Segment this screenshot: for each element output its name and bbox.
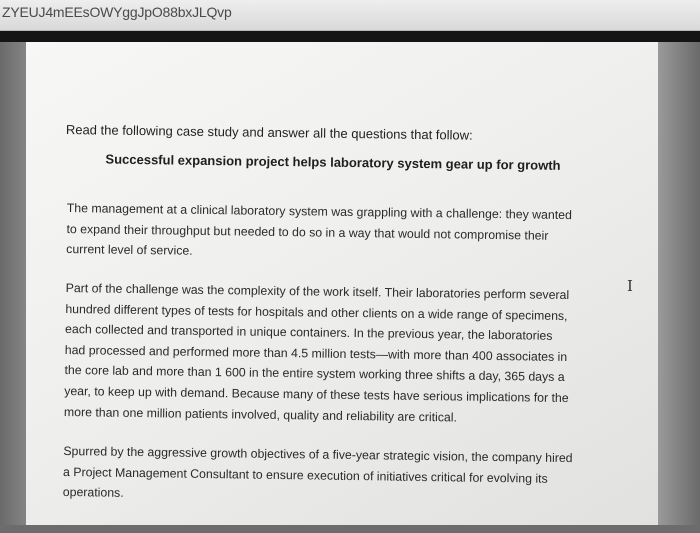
text-cursor-icon: I [627,277,633,295]
document-content [20,41,659,533]
paragraph-line: a Project Management Consultant to ensure execution of initiatives critical for evolving its [63,464,548,486]
window-background-right [658,42,700,525]
paragraph-line: to expand their throughput but needed to do so in a way that would not compromise their [66,221,549,243]
paragraph-3 [63,441,604,510]
paragraph-2 [64,278,606,430]
toolbar-divider [0,31,700,42]
paragraph-line: operations. [62,485,124,501]
paragraph-line: current level of service. [66,242,193,258]
paragraph-line: each collected and transported in unique containers. In the previous year, the laboratories [65,322,553,343]
paragraph-line: Part of the challenge was the complexity of the work itself. Their laboratories perform several [65,281,570,303]
paragraph-line: year, to keep up with demand. Because many of these tests have serious implications for the [64,383,569,406]
address-bar[interactable] [0,0,700,31]
case-study-intro: Read the following case study and answer all the questions that follow: [65,122,473,143]
paragraph-line: more than one million patients involved, quality and reliability are critical. [63,404,458,425]
paragraph-line: hundred different types of tests for hospitals and other clients on a wide range of specimens, [65,301,568,323]
paragraph-line: the core lab and more than 1 600 in the entire system working three shifts a day, 365 days a [64,363,565,385]
url-text[interactable]: ZYEUJ4mEEsOWYggJpO88bxJLQvp [2,4,232,20]
paragraph-line: had processed and performed more than 4.5 million tests—with more than 400 associates in [64,342,568,364]
case-study-title: Successful expansion project helps laboratory system gear up for growth [105,151,561,173]
paragraph-1 [66,198,607,267]
paragraph-line: Spurred by the aggressive growth objectives of a five-year strategic vision, the company hired [63,443,573,466]
paragraph-line: The management at a clinical laboratory system was grappling with a challenge: they wanted [66,201,572,223]
